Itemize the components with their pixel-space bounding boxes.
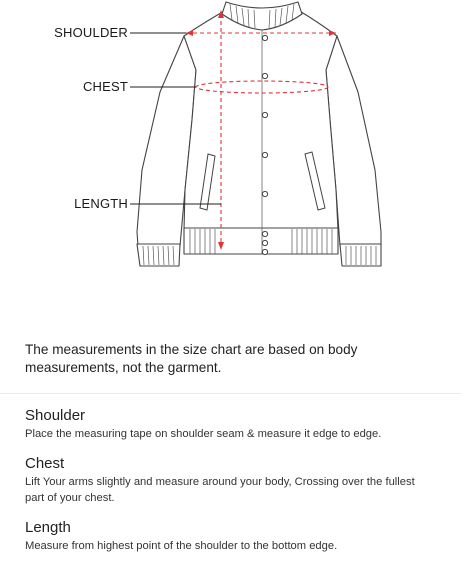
measurement-description: Measure from highest point of the shoulder to the bottom edge. [25, 540, 338, 552]
measurement-item-length [25, 518, 435, 554]
hem-band [184, 228, 338, 254]
length-label: LENGTH [74, 196, 128, 211]
measurement-guide [25, 406, 435, 566]
measurement-item-chest [25, 454, 435, 506]
size-chart-note: The measurements in the size chart are based on body measurements, not the garment. [25, 342, 358, 375]
measurement-item-shoulder [25, 406, 435, 442]
chest-label: CHEST [82, 79, 128, 94]
shoulder-label: SHOULDER [54, 25, 128, 40]
measurement-title: Length [25, 519, 71, 536]
measurement-title: Shoulder [25, 407, 86, 424]
divider [0, 393, 461, 394]
measurement-title: Chest [25, 455, 65, 472]
measurement-description: Lift Your arms slightly and measure around your body, Crossing over the fullest part of your chest. [25, 476, 415, 504]
measurement-description: Place the measuring tape on shoulder seam & measure it edge to edge. [25, 428, 382, 440]
